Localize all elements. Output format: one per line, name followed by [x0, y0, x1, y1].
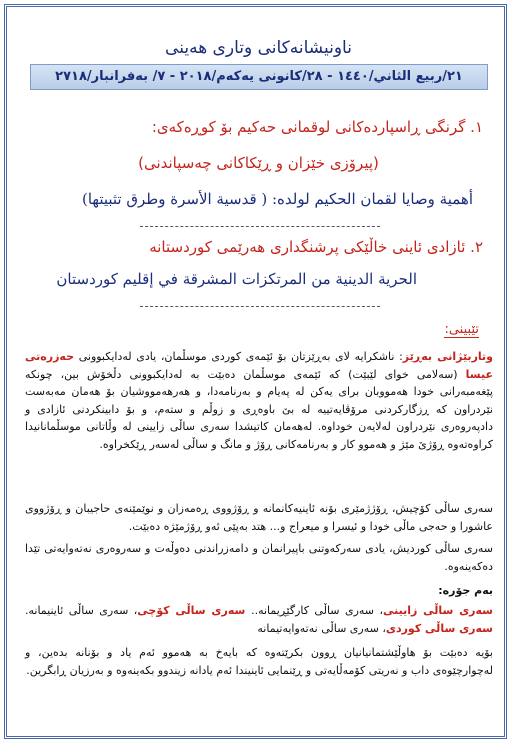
topic1-arabic: أهمية وصايا لقمان الحكيم لولده: ( قدسية الأسرة وطرق تثبيتها)	[81, 190, 473, 208]
notes-p1-name: حەزرەتی عیسا	[25, 350, 493, 381]
year-kurdish-desc: ، سەری ساڵی نەتەوایەتیمانە	[257, 621, 386, 635]
notes-paragraph-3: سەری ساڵی کوردیش، یادی سەرکەوتنی باپیرانمان و دامەزراندنی دەوڵەت و سەروەری نەتەوایەتی تێدا دەکەینەوە.	[25, 542, 493, 573]
divider-1	[140, 226, 380, 227]
notes-p1-b: (سەلامی خوای لێبێت) کە ئێمەی موسڵمان دەبێت بە لەدایکبوونی دڵخۆش بین، چونکە پێغەمبەرانی خودا هەمووبان برای یەکن لە پەیام و بەرنامەدا، و هەرهەمووشیان بۆ هەمان مەبەست نێردراون کە ڕزگارکردنی مرۆڤایەتییە لە بێ باوەڕی و زوڵم و ستەم، و بۆ دابینکردنی ئازادی و دادپەروەری نێردراون لەلایەن خوداوە. لەهەمان کاتیشدا سەری ساڵی زایینی لە وڵاتانی موسڵمانانیدا کراوەتەوە ڕۆژێ مێژ و هەموو کار و بەرنامەکانی ڕۆژ و مانگ و ساڵی لەسەر ڕێکخراوە.	[25, 367, 493, 451]
notes-paragraph-2: سەری ساڵی کۆچیش، ڕۆژژمێری بۆنە ئاینیەکانمانە و ڕۆژووی ڕەمەزان و نوێمێنەی حاجیبان و ڕۆژووی عاشورا و حەجی ماڵی خودا و ئیسرا و میعراج و... هتد بەپێی ئەو ڕۆژمێژە دەبێت.	[25, 502, 493, 533]
year-kurdish: سەری ساڵی کوردی	[385, 621, 493, 635]
notes-paragraph-4: بەم جۆرە:	[438, 584, 493, 597]
year-gregorian-desc: ، سەری ساڵی کارگێڕیمانە..	[251, 604, 383, 617]
notes-lead: وتاربێژانی بەڕێز	[402, 350, 493, 363]
notes-paragraph-5	[25, 602, 493, 637]
notes-p1-a: : ناشکرایە لای بەڕێزتان بۆ ئێمەی کوردی موسڵمان، یادی لەدایکبوونی	[74, 350, 403, 363]
topic1-heading: ١. گرنگی ڕاسپاردەکانی لوقمانی حەکیم بۆ کوڕەکەی:	[151, 118, 483, 136]
notes-paragraph-6: بۆیە دەبێت بۆ هاوڵێشتمانیانیان ڕوون بکرێتەوە کە بایەخ بە هەموو ئەم یاد و بۆنانە بدەین، و لەچوارچێوەی داب و نەریتی کۆمەڵایەتی و ڕێنمایی ئاینیندا ئەم یادانە زیندوو بکەینەوە و بەرزیان ڕابگرین.	[25, 646, 493, 677]
year-gregorian: سەری ساڵی زایینی	[383, 604, 494, 617]
notes-title: تێبینی:	[444, 322, 479, 337]
year-hijri: سەری ساڵی کۆچی	[137, 604, 252, 617]
topic2-heading: ٢. ئازادی ئاینی خاڵێکی پرشنگداری هەرێمی کوردستانە	[149, 238, 483, 256]
year-hijri-desc: ، سەری ساڵی ئاینیمانە.	[25, 604, 138, 617]
notes-paragraph-1	[25, 348, 493, 453]
topic1-subheading: (پیرۆزی خێزان و ڕێکاکانی چەسپاندنی)	[138, 154, 379, 172]
topic2-arabic: الحرية الدينية من المرتكزات المشرقة في إقليم كوردستان	[56, 270, 417, 288]
page-title: ناونیشانەکانی وتاری هەینی	[165, 38, 352, 58]
date-banner: ٢١/ربيع الثاني/١٤٤٠ - ٢٨/کانونی یەکەم/٢٠١٨ - ٧/ بەفرانبار/٢٧١٨	[30, 64, 488, 90]
divider-2	[140, 306, 380, 307]
